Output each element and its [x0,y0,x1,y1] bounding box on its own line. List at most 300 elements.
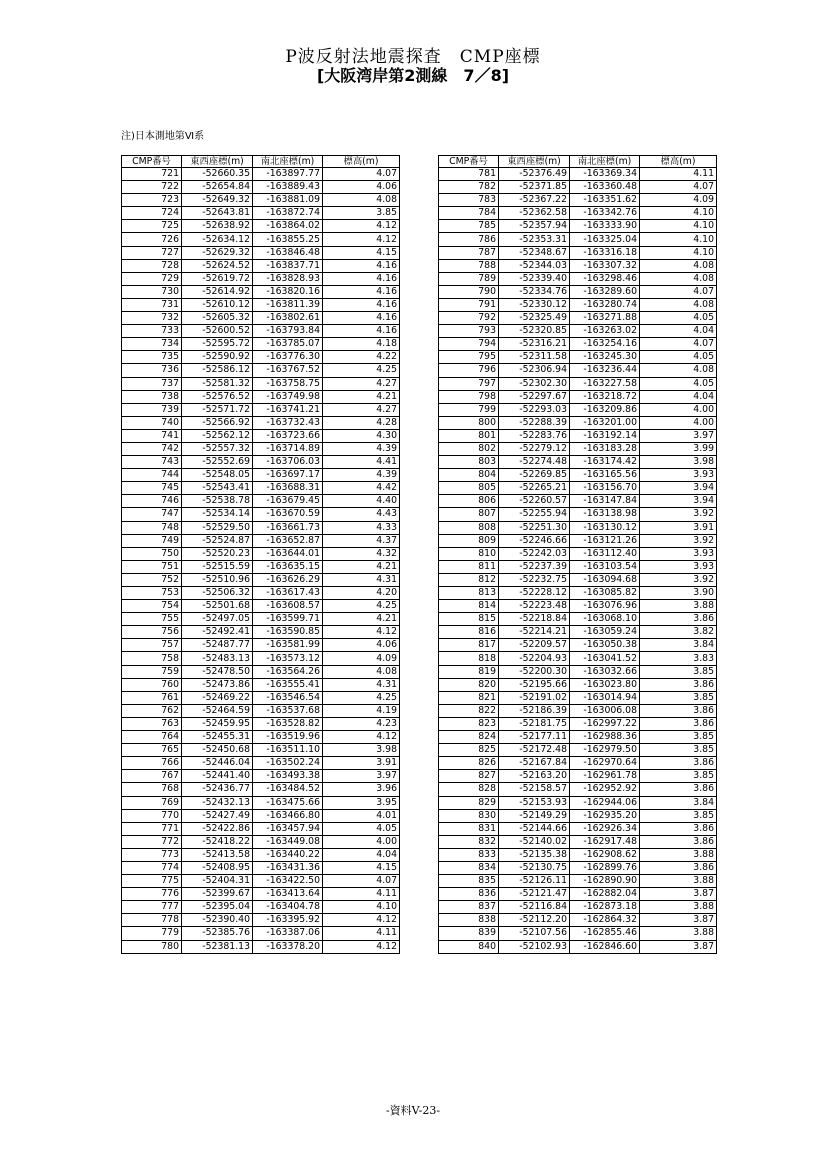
table-row [439,652,717,665]
north-south-cell: -163537.68 [253,704,323,717]
north-south-cell: -163855.25 [253,233,323,246]
table-row [122,940,400,953]
north-south-cell: -163050.38 [570,639,640,652]
east-west-cell: -52177.11 [499,731,570,744]
north-south-cell: -163068.10 [570,613,640,626]
east-west-cell: -52390.40 [182,914,253,927]
north-south-cell: -163872.74 [253,207,323,220]
east-west-cell: -52357.94 [499,220,570,233]
east-west-cell: -52320.85 [499,325,570,338]
north-south-cell: -163670.59 [253,508,323,521]
north-south-cell: -163617.43 [253,587,323,600]
north-south-cell: -163094.68 [570,573,640,586]
east-west-cell: -52255.94 [499,508,570,521]
east-west-cell: -52172.48 [499,744,570,757]
cmp-number-cell: 795 [439,351,499,364]
elevation-cell: 4.16 [323,325,400,338]
cmp-number-cell: 725 [122,220,182,233]
east-west-cell: -52251.30 [499,521,570,534]
north-south-cell: -163706.03 [253,456,323,469]
east-west-cell: -52306.94 [499,364,570,377]
cmp-number-cell: 751 [122,560,182,573]
north-south-cell: -163714.89 [253,442,323,455]
east-west-cell: -52624.52 [182,259,253,272]
east-west-cell: -52469.22 [182,691,253,704]
elevation-cell: 4.41 [323,456,400,469]
table-row [122,809,400,822]
north-south-cell: -163378.20 [253,940,323,953]
east-west-cell: -52510.96 [182,573,253,586]
east-west-cell: -52552.69 [182,456,253,469]
cmp-number-cell: 722 [122,181,182,194]
north-south-cell: -162846.60 [570,940,640,953]
elevation-cell: 3.84 [640,639,717,652]
cmp-number-cell: 832 [439,835,499,848]
table-row [439,220,717,233]
north-south-cell: -163271.88 [570,312,640,325]
cmp-number-cell: 760 [122,678,182,691]
elevation-cell: 4.08 [640,272,717,285]
table-row [122,351,400,364]
elevation-cell: 4.21 [323,613,400,626]
elevation-cell: 4.39 [323,442,400,455]
elevation-cell: 4.10 [323,901,400,914]
elevation-cell: 4.00 [640,416,717,429]
table-row [122,901,400,914]
elevation-cell: 3.86 [640,704,717,717]
header-cmp-number: CMP番号 [439,156,499,168]
elevation-cell: 4.30 [323,429,400,442]
elevation-cell: 3.86 [640,861,717,874]
table-row [122,377,400,390]
cmp-number-cell: 747 [122,508,182,521]
east-west-cell: -52265.21 [499,482,570,495]
table-row [122,875,400,888]
cmp-number-cell: 807 [439,508,499,521]
north-south-cell: -163387.06 [253,927,323,940]
cmp-number-cell: 735 [122,351,182,364]
cmp-number-cell: 746 [122,495,182,508]
cmp-number-cell: 775 [122,875,182,888]
north-south-cell: -163846.48 [253,246,323,259]
elevation-cell: 4.21 [323,390,400,403]
east-west-cell: -52600.52 [182,325,253,338]
east-west-cell: -52325.49 [499,312,570,325]
table-row [122,560,400,573]
table-row [439,312,717,325]
cmp-number-cell: 836 [439,888,499,901]
table-row [439,403,717,416]
table-row [122,403,400,416]
north-south-cell: -163697.17 [253,469,323,482]
north-south-cell: -163785.07 [253,338,323,351]
north-south-cell: -162917.48 [570,835,640,848]
cmp-number-cell: 780 [122,940,182,953]
table-row [439,233,717,246]
cmp-number-cell: 758 [122,652,182,665]
elevation-cell: 4.07 [640,181,717,194]
cmp-number-cell: 776 [122,888,182,901]
cmp-number-cell: 768 [122,783,182,796]
cmp-number-cell: 827 [439,770,499,783]
table-row [122,665,400,678]
north-south-cell: -162961.78 [570,770,640,783]
elevation-cell: 3.94 [640,482,717,495]
table-row [439,901,717,914]
north-south-cell: -163112.40 [570,547,640,560]
east-west-cell: -52557.32 [182,442,253,455]
north-south-cell: -162935.20 [570,809,640,822]
east-west-cell: -52413.58 [182,848,253,861]
elevation-cell: 3.82 [640,626,717,639]
table-row [439,822,717,835]
cmp-number-cell: 796 [439,364,499,377]
east-west-cell: -52515.59 [182,560,253,573]
table-row [122,927,400,940]
cmp-number-cell: 790 [439,285,499,298]
east-west-cell: -52610.12 [182,298,253,311]
elevation-cell: 4.00 [640,403,717,416]
cmp-number-cell: 761 [122,691,182,704]
east-west-cell: -52649.32 [182,194,253,207]
north-south-cell: -163528.82 [253,717,323,730]
table-row [439,704,717,717]
east-west-cell: -52638.92 [182,220,253,233]
north-south-cell: -163837.71 [253,259,323,272]
cmp-number-cell: 730 [122,285,182,298]
cmp-number-cell: 759 [122,665,182,678]
table-row [439,181,717,194]
elevation-cell: 3.88 [640,927,717,940]
cmp-number-cell: 821 [439,691,499,704]
elevation-cell: 4.31 [323,573,400,586]
cmp-number-cell: 771 [122,822,182,835]
elevation-cell: 4.16 [323,312,400,325]
north-south-cell: -163076.96 [570,600,640,613]
elevation-cell: 4.20 [323,587,400,600]
elevation-cell: 3.95 [323,796,400,809]
north-south-cell: -162908.62 [570,848,640,861]
table-row [439,351,717,364]
north-south-cell: -163881.09 [253,194,323,207]
table-row [122,325,400,338]
cmp-number-cell: 786 [439,233,499,246]
elevation-cell: 4.42 [323,482,400,495]
east-west-cell: -52497.05 [182,613,253,626]
north-south-cell: -163652.87 [253,534,323,547]
table-row [122,456,400,469]
cmp-number-cell: 809 [439,534,499,547]
north-south-cell: -163897.77 [253,168,323,181]
cmp-number-cell: 784 [439,207,499,220]
cmp-number-cell: 793 [439,325,499,338]
north-south-cell: -163599.71 [253,613,323,626]
table-row [439,587,717,600]
cmp-number-cell: 823 [439,717,499,730]
cmp-number-cell: 777 [122,901,182,914]
table-row [122,285,400,298]
elevation-cell: 4.27 [323,377,400,390]
east-west-cell: -52595.72 [182,338,253,351]
north-south-cell: -163325.04 [570,233,640,246]
east-west-cell: -52371.85 [499,181,570,194]
north-south-cell: -163333.90 [570,220,640,233]
elevation-cell: 4.05 [640,312,717,325]
east-west-cell: -52576.52 [182,390,253,403]
table-row [122,691,400,704]
cmp-number-cell: 734 [122,338,182,351]
east-west-cell: -52297.67 [499,390,570,403]
east-west-cell: -52107.56 [499,927,570,940]
elevation-cell: 4.05 [640,351,717,364]
east-west-cell: -52223.48 [499,600,570,613]
table-row [122,495,400,508]
table-row [122,888,400,901]
elevation-cell: 4.09 [640,194,717,207]
header-east-west: 東西座標(m) [182,156,253,168]
east-west-cell: -52362.58 [499,207,570,220]
cmp-number-cell: 753 [122,587,182,600]
elevation-cell: 4.08 [640,298,717,311]
table-row [122,848,400,861]
elevation-cell: 3.96 [323,783,400,796]
table-row [122,626,400,639]
table-row [122,757,400,770]
north-south-cell: -163466.80 [253,809,323,822]
cmp-number-cell: 764 [122,731,182,744]
elevation-cell: 4.12 [323,731,400,744]
east-west-cell: -52619.72 [182,272,253,285]
cmp-number-cell: 830 [439,809,499,822]
east-west-cell: -52283.76 [499,429,570,442]
east-west-cell: -52200.30 [499,665,570,678]
north-south-cell: -163811.39 [253,298,323,311]
table-row [122,534,400,547]
north-south-cell: -163351.62 [570,194,640,207]
north-south-cell: -163227.58 [570,377,640,390]
north-south-cell: -163758.75 [253,377,323,390]
east-west-cell: -52543.41 [182,482,253,495]
east-west-cell: -52436.77 [182,783,253,796]
elevation-cell: 3.98 [323,744,400,757]
elevation-cell: 4.12 [323,626,400,639]
table-row [439,377,717,390]
cmp-number-cell: 754 [122,600,182,613]
east-west-cell: -52629.32 [182,246,253,259]
elevation-cell: 3.86 [640,835,717,848]
north-south-cell: -162926.34 [570,822,640,835]
north-south-cell: -162979.50 [570,744,640,757]
elevation-cell: 4.07 [323,875,400,888]
table-row [439,194,717,207]
elevation-cell: 3.93 [640,547,717,560]
elevation-cell: 4.15 [323,861,400,874]
cmp-number-cell: 772 [122,835,182,848]
east-west-cell: -52149.29 [499,809,570,822]
elevation-cell: 4.40 [323,495,400,508]
east-west-cell: -52195.66 [499,678,570,691]
east-west-cell: -52404.31 [182,875,253,888]
north-south-cell: -163564.26 [253,665,323,678]
elevation-cell: 4.19 [323,704,400,717]
elevation-cell: 3.94 [640,495,717,508]
cmp-number-cell: 742 [122,442,182,455]
elevation-cell: 4.16 [323,298,400,311]
table-row [439,456,717,469]
elevation-cell: 4.21 [323,560,400,573]
north-south-cell: -163802.61 [253,312,323,325]
elevation-cell: 3.91 [323,757,400,770]
east-west-cell: -52218.84 [499,613,570,626]
document-subtitle: [大阪湾岸第2測線 7／8] [316,66,510,85]
elevation-cell: 4.16 [323,259,400,272]
cmp-number-cell: 839 [439,927,499,940]
cmp-number-cell: 817 [439,639,499,652]
east-west-cell: -52339.40 [499,272,570,285]
north-south-cell: -162997.22 [570,717,640,730]
header-elevation: 標高(m) [323,156,400,168]
north-south-cell: -163156.70 [570,482,640,495]
east-west-cell: -52334.76 [499,285,570,298]
north-south-cell: -163820.16 [253,285,323,298]
north-south-cell: -163422.50 [253,875,323,888]
east-west-cell: -52614.92 [182,285,253,298]
table-row [439,600,717,613]
cmp-number-cell: 736 [122,364,182,377]
cmp-number-cell: 783 [439,194,499,207]
cmp-number-cell: 833 [439,848,499,861]
cmp-number-cell: 819 [439,665,499,678]
table-row [439,495,717,508]
cmp-number-cell: 799 [439,403,499,416]
east-west-cell: -52562.12 [182,429,253,442]
north-south-cell: -163254.16 [570,338,640,351]
cmp-number-cell: 802 [439,442,499,455]
elevation-cell: 4.06 [323,639,400,652]
east-west-cell: -52232.75 [499,573,570,586]
cmp-number-cell: 814 [439,600,499,613]
elevation-cell: 4.09 [323,652,400,665]
east-west-cell: -52483.13 [182,652,253,665]
elevation-cell: 4.08 [323,665,400,678]
table-row [122,194,400,207]
elevation-cell: 3.86 [640,822,717,835]
east-west-cell: -52464.59 [182,704,253,717]
north-south-cell: -163864.02 [253,220,323,233]
east-west-cell: -52214.21 [499,626,570,639]
north-south-cell: -163183.28 [570,442,640,455]
table-row [122,508,400,521]
east-west-cell: -52269.85 [499,469,570,482]
cmp-number-cell: 820 [439,678,499,691]
elevation-cell: 3.92 [640,534,717,547]
elevation-cell: 3.87 [640,940,717,953]
east-west-cell: -52293.03 [499,403,570,416]
cmp-number-cell: 798 [439,390,499,403]
cmp-number-cell: 815 [439,613,499,626]
table-row [439,875,717,888]
elevation-cell: 3.93 [640,469,717,482]
elevation-cell: 4.05 [640,377,717,390]
elevation-cell: 4.04 [640,390,717,403]
north-south-cell: -162855.46 [570,927,640,940]
cmp-number-cell: 801 [439,429,499,442]
table-row [122,678,400,691]
north-south-cell: -163511.10 [253,744,323,757]
cmp-number-cell: 729 [122,272,182,285]
east-west-cell: -52455.31 [182,731,253,744]
east-west-cell: -52191.02 [499,691,570,704]
elevation-cell: 3.92 [640,508,717,521]
table-row [439,809,717,822]
header-elevation: 標高(m) [640,156,717,168]
table-row [439,298,717,311]
table-row [122,796,400,809]
cmp-number-cell: 740 [122,416,182,429]
cmp-number-cell: 738 [122,390,182,403]
table-row [439,731,717,744]
cmp-number-cell: 805 [439,482,499,495]
cmp-number-cell: 835 [439,875,499,888]
east-west-cell: -52209.57 [499,639,570,652]
cmp-number-cell: 748 [122,521,182,534]
east-west-cell: -52524.87 [182,534,253,547]
north-south-cell: -163688.31 [253,482,323,495]
table-row [122,298,400,311]
north-south-cell: -163581.99 [253,639,323,652]
table-row [122,914,400,927]
north-south-cell: -163723.66 [253,429,323,442]
table-row [122,233,400,246]
elevation-cell: 4.23 [323,717,400,730]
east-west-cell: -52432.13 [182,796,253,809]
north-south-cell: -163519.96 [253,731,323,744]
north-south-cell: -163679.45 [253,495,323,508]
elevation-cell: 3.93 [640,560,717,573]
north-south-cell: -163085.82 [570,587,640,600]
east-west-cell: -52408.95 [182,861,253,874]
east-west-cell: -52311.58 [499,351,570,364]
table-row [439,744,717,757]
table-row [122,704,400,717]
east-west-cell: -52102.93 [499,940,570,953]
table-row [439,390,717,403]
east-west-cell: -52586.12 [182,364,253,377]
cmp-number-cell: 766 [122,757,182,770]
cmp-number-cell: 826 [439,757,499,770]
elevation-cell: 3.85 [640,770,717,783]
cmp-number-cell: 781 [439,168,499,181]
cmp-number-cell: 811 [439,560,499,573]
east-west-cell: -52581.32 [182,377,253,390]
east-west-cell: -52548.05 [182,469,253,482]
elevation-cell: 4.15 [323,246,400,259]
north-south-cell: -163644.01 [253,547,323,560]
north-south-cell: -163147.84 [570,495,640,508]
elevation-cell: 4.33 [323,521,400,534]
cmp-number-cell: 767 [122,770,182,783]
cmp-number-cell: 797 [439,377,499,390]
north-south-cell: -163635.15 [253,560,323,573]
elevation-cell: 4.10 [640,233,717,246]
elevation-cell: 4.12 [323,940,400,953]
cmp-number-cell: 728 [122,259,182,272]
elevation-cell: 4.16 [323,285,400,298]
north-south-cell: -163457.94 [253,822,323,835]
elevation-cell: 3.85 [640,731,717,744]
east-west-cell: -52242.03 [499,547,570,560]
table-row [439,508,717,521]
